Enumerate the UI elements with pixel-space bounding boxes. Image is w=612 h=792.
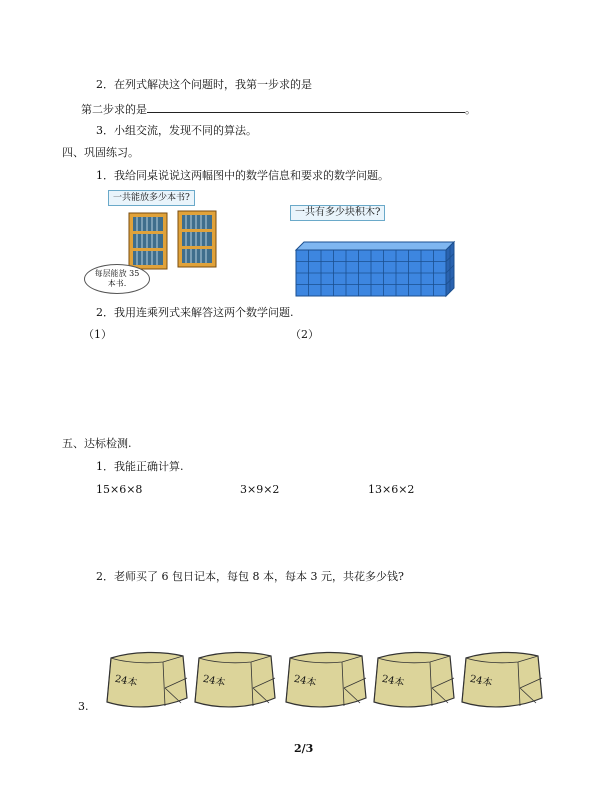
question-2-second-step-label: 第二步求的是	[81, 103, 147, 116]
section-4-title: 四、巩固练习。	[62, 146, 139, 159]
sub-question-1-label: （1）	[83, 328, 112, 341]
blocks-illustration	[294, 240, 456, 298]
books-info-line-2: 本书.	[107, 279, 127, 288]
calculation-3: 13×6×2	[368, 483, 415, 496]
question-3: 3．小组交流，发现不同的算法。	[96, 124, 257, 137]
bookshelf-left	[129, 213, 167, 269]
section-4-question-2: 2．我用连乘列式来解答这两个数学问题.	[96, 306, 294, 319]
question-2-line-2	[81, 101, 476, 117]
package-label: 24本	[468, 673, 494, 690]
sub-question-2-label: （2）	[290, 328, 319, 341]
bookshelves-illustration	[126, 205, 222, 271]
section-4-question-1: 1．我给同桌说说这两幅图中的数学信息和要求的数学问题。	[96, 169, 389, 182]
calculation-1: 15×6×8	[96, 483, 143, 496]
package-label: 24本	[292, 673, 318, 690]
page-number: 2/3	[294, 742, 314, 755]
package-label: 24本	[201, 673, 227, 690]
package-label: 24本	[113, 673, 139, 690]
books-info-line-1: 每层能放 35	[94, 269, 140, 278]
package-label: 24本	[380, 673, 406, 690]
question-2-end: 。	[465, 103, 476, 116]
blocks-question-bubble: 一共有多少块积木?	[290, 205, 385, 221]
package-3	[282, 648, 368, 714]
calculation-2: 3×9×2	[240, 483, 280, 496]
package-1	[103, 648, 189, 714]
books-info-cloud	[84, 264, 150, 294]
section-5-title: 五、达标检测.	[62, 437, 132, 450]
package-5	[458, 648, 544, 714]
section-5-question-2: 2．老师买了 6 包日记本，每包 8 本，每本 3 元，共花多少钱?	[96, 570, 404, 583]
package-4	[370, 648, 456, 714]
answer-blank[interactable]	[147, 101, 465, 113]
question-2-line-1: 2．在列式解决这个问题时，我第一步求的是	[96, 78, 312, 91]
bookshelf-right	[178, 211, 216, 267]
package-2	[191, 648, 277, 714]
section-5-question-3: 3.	[78, 700, 89, 713]
books-question-bubble: 一共能放多少本书?	[108, 190, 195, 206]
section-5-question-1: 1．我能正确计算.	[96, 460, 184, 473]
